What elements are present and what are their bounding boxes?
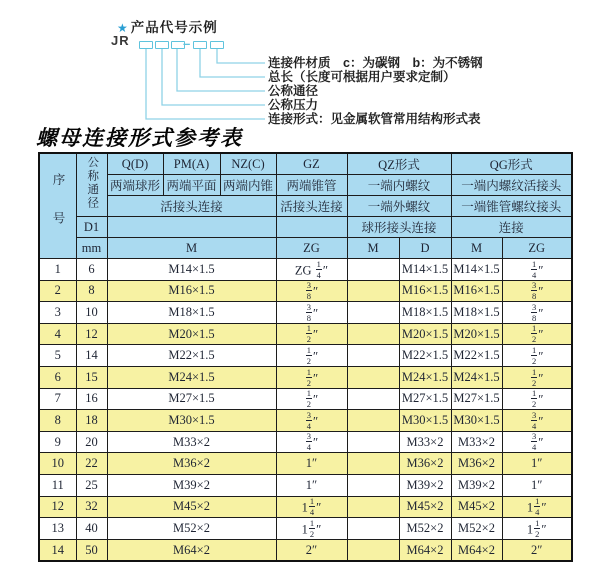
cell-gz: $\frac{3}{8}$ ″ xyxy=(276,280,347,302)
cell-qz-m xyxy=(347,345,399,367)
header-gz-desc: 两端锥管 xyxy=(276,175,347,196)
header-union-connection: 活接头连接 xyxy=(107,196,276,217)
cell-dn: 15 xyxy=(76,366,107,388)
header-qg-zg: ZG xyxy=(502,238,572,259)
cell-dn: 14 xyxy=(76,345,107,367)
cell-qg-zg: $\frac{1}{2}$ ″ xyxy=(502,345,572,367)
cell-no: 11 xyxy=(39,474,76,496)
cell-m: M24×1.5 xyxy=(107,366,276,388)
header-q: Q(D) xyxy=(107,153,163,175)
cell-gz: 1″ xyxy=(276,453,347,475)
cell-m: M45×2 xyxy=(107,496,276,518)
cell-qz-m xyxy=(347,518,399,540)
cell-qz-d: M22×1.5 xyxy=(399,345,451,367)
header-qz-desc2: 一端外螺纹 xyxy=(347,196,451,217)
cell-m: M52×2 xyxy=(107,518,276,540)
cell-no: 14 xyxy=(39,539,76,561)
header-d1: D1 xyxy=(76,217,107,238)
cell-qz-d: M14×1.5 xyxy=(399,259,451,281)
cell-qz-m xyxy=(347,280,399,302)
header-qz: QZ形式 xyxy=(347,153,451,175)
header-q-desc: 两端球形 xyxy=(107,175,163,196)
table-row xyxy=(39,388,572,410)
cell-gz: 1 $\frac{1}{4}$ ″ xyxy=(276,496,347,518)
cell-qz-d: M27×1.5 xyxy=(399,388,451,410)
cell-dn: 18 xyxy=(76,410,107,432)
header-pm: PM(A) xyxy=(163,153,220,175)
cell-qg-m: M20×1.5 xyxy=(451,323,502,345)
code-prefix: JR xyxy=(111,33,130,48)
cell-qg-zg: 1 $\frac{1}{2}$ ″ xyxy=(502,518,572,540)
cell-no: 1 xyxy=(39,259,76,281)
header-gz: GZ xyxy=(276,153,347,175)
cell-dn: 32 xyxy=(76,496,107,518)
cell-qg-m: M16×1.5 xyxy=(451,280,502,302)
header-blank-left xyxy=(107,217,276,238)
cell-m: M18×1.5 xyxy=(107,302,276,324)
cell-no: 6 xyxy=(39,366,76,388)
cell-no: 4 xyxy=(39,323,76,345)
cell-no: 10 xyxy=(39,453,76,475)
cell-qg-m: M39×2 xyxy=(451,474,502,496)
cell-qg-m: M64×2 xyxy=(451,539,502,561)
cell-qz-m xyxy=(347,539,399,561)
cell-no: 7 xyxy=(39,388,76,410)
cell-qz-m xyxy=(347,302,399,324)
cell-gz: $\frac{1}{2}$ ″ xyxy=(276,345,347,367)
cell-qg-zg: 1″ xyxy=(502,453,572,475)
label-nominal-pressure: 公称压力 xyxy=(268,98,319,112)
table-row xyxy=(39,259,572,281)
cell-qg-zg: 1″ xyxy=(502,474,572,496)
cell-m: M20×1.5 xyxy=(107,323,276,345)
cell-qz-m xyxy=(347,388,399,410)
cell-gz: $\frac{3}{8}$ ″ xyxy=(276,302,347,324)
header-qz-d: D xyxy=(399,238,451,259)
cell-gz: 1 $\frac{1}{2}$ ″ xyxy=(276,518,347,540)
nut-connection-reference-table xyxy=(38,152,573,562)
label-connection-form: 连接形式：见金属软管常用结构形式表 xyxy=(268,112,481,126)
diagram-heading xyxy=(117,16,218,36)
header-qg: QG形式 xyxy=(451,153,572,175)
cell-qg-zg: $\frac{3}{4}$ ″ xyxy=(502,410,572,432)
header-qg-connection: 连接 xyxy=(451,217,572,238)
table-row xyxy=(39,431,572,453)
table-row xyxy=(39,539,572,561)
cell-m: M14×1.5 xyxy=(107,259,276,281)
cell-qg-m: M24×1.5 xyxy=(451,366,502,388)
table-row xyxy=(39,323,572,345)
code-dash: – xyxy=(183,36,191,51)
cell-dn: 16 xyxy=(76,388,107,410)
code-box-5 xyxy=(210,41,224,49)
cell-qg-zg: $\frac{3}{8}$ ″ xyxy=(502,302,572,324)
cell-dn: 12 xyxy=(76,323,107,345)
header-nz: NZ(C) xyxy=(220,153,276,175)
cell-m: M22×1.5 xyxy=(107,345,276,367)
cell-qg-m: M36×2 xyxy=(451,453,502,475)
cell-dn: 40 xyxy=(76,518,107,540)
cell-m: M16×1.5 xyxy=(107,280,276,302)
label-material: 连接件材质 c：为碳钢 b：为不锈钢 xyxy=(268,56,483,70)
cell-gz: ZG $\frac{1}{4}$ ″ xyxy=(276,259,347,281)
diagram-heading-text: 产品代号示例 xyxy=(130,20,218,35)
table-header xyxy=(39,153,572,259)
table-row xyxy=(39,496,572,518)
cell-qz-d: M39×2 xyxy=(399,474,451,496)
table-row xyxy=(39,366,572,388)
table-row xyxy=(39,302,572,324)
header-dn: 公称通径 xyxy=(76,153,107,217)
header-qz-desc1: 一端内螺纹 xyxy=(347,175,451,196)
cell-qz-d: M45×2 xyxy=(399,496,451,518)
cell-qg-zg: $\frac{1}{4}$ ″ xyxy=(502,259,572,281)
cell-gz: $\frac{1}{2}$ ″ xyxy=(276,388,347,410)
cell-no: 3 xyxy=(39,302,76,324)
header-zg-unit: ZG xyxy=(276,238,347,259)
code-box-2 xyxy=(155,41,169,49)
header-qz-m: M xyxy=(347,238,399,259)
cell-qz-d: M30×1.5 xyxy=(399,410,451,432)
cell-dn: 50 xyxy=(76,539,107,561)
cell-dn: 10 xyxy=(76,302,107,324)
table-row xyxy=(39,474,572,496)
cell-qg-m: M52×2 xyxy=(451,518,502,540)
code-box-1 xyxy=(139,41,153,49)
cell-qg-zg: $\frac{1}{2}$ ″ xyxy=(502,388,572,410)
cell-qz-m xyxy=(347,431,399,453)
cell-no: 13 xyxy=(39,518,76,540)
header-pm-desc: 两端平面 xyxy=(163,175,220,196)
cell-qg-zg: $\frac{1}{2}$ ″ xyxy=(502,323,572,345)
code-box-4 xyxy=(193,41,207,49)
cell-qz-d: M24×1.5 xyxy=(399,366,451,388)
cell-qz-m xyxy=(347,366,399,388)
cell-qz-d: M18×1.5 xyxy=(399,302,451,324)
cell-qz-m xyxy=(347,410,399,432)
cell-no: 9 xyxy=(39,431,76,453)
cell-m: M30×1.5 xyxy=(107,410,276,432)
cell-gz: 1″ xyxy=(276,474,347,496)
cell-gz: 2″ xyxy=(276,539,347,561)
cell-qz-m xyxy=(347,496,399,518)
cell-gz: $\frac{1}{2}$ ″ xyxy=(276,323,347,345)
cell-qz-d: M20×1.5 xyxy=(399,323,451,345)
cell-no: 2 xyxy=(39,280,76,302)
cell-gz: $\frac{3}{4}$ ″ xyxy=(276,431,347,453)
table-row xyxy=(39,280,572,302)
cell-dn: 25 xyxy=(76,474,107,496)
cell-qg-m: M27×1.5 xyxy=(451,388,502,410)
cell-dn: 6 xyxy=(76,259,107,281)
cell-no: 12 xyxy=(39,496,76,518)
cell-gz: $\frac{3}{4}$ ″ xyxy=(276,410,347,432)
cell-qz-m xyxy=(347,259,399,281)
cell-m: M27×1.5 xyxy=(107,388,276,410)
header-seq: 序号 xyxy=(39,153,76,259)
cell-m: M39×2 xyxy=(107,474,276,496)
header-nz-desc: 两端内锥 xyxy=(220,175,276,196)
cell-dn: 8 xyxy=(76,280,107,302)
cell-qg-m: M22×1.5 xyxy=(451,345,502,367)
header-qz-connection: 球形接头连接 xyxy=(347,217,451,238)
cell-qz-d: M16×1.5 xyxy=(399,280,451,302)
header-blank-gz xyxy=(276,217,347,238)
cell-m: M36×2 xyxy=(107,453,276,475)
header-qg-desc1: 一端内螺纹活接头 xyxy=(451,175,572,196)
header-qg-m: M xyxy=(451,238,502,259)
table-row xyxy=(39,453,572,475)
label-total-length: 总长（长度可根据用户要求定制） xyxy=(268,70,456,84)
cell-m: M33×2 xyxy=(107,431,276,453)
header-qg-desc2: 一端锥管螺纹接头 xyxy=(451,196,572,217)
cell-qg-zg: $\frac{3}{8}$ ″ xyxy=(502,280,572,302)
cell-qg-zg: 2″ xyxy=(502,539,572,561)
cell-qz-d: M33×2 xyxy=(399,431,451,453)
cell-qz-m xyxy=(347,474,399,496)
cell-qg-m: M18×1.5 xyxy=(451,302,502,324)
header-mm: mm xyxy=(76,238,107,259)
header-gz-connection: 活接头连接 xyxy=(276,196,347,217)
table-body xyxy=(39,259,572,562)
cell-qg-m: M14×1.5 xyxy=(451,259,502,281)
table-row xyxy=(39,345,572,367)
cell-qg-zg: $\frac{3}{4}$ ″ xyxy=(502,431,572,453)
cell-qz-m xyxy=(347,323,399,345)
cell-qg-m: M45×2 xyxy=(451,496,502,518)
cell-gz: $\frac{1}{2}$ ″ xyxy=(276,366,347,388)
cell-dn: 22 xyxy=(76,453,107,475)
cell-qg-zg: $\frac{1}{2}$ ″ xyxy=(502,366,572,388)
table-row xyxy=(39,410,572,432)
header-m-unit: M xyxy=(107,238,276,259)
star-icon: ★ xyxy=(117,21,129,35)
cell-qz-d: M64×2 xyxy=(399,539,451,561)
table-row xyxy=(39,518,572,540)
cell-qg-m: M30×1.5 xyxy=(451,410,502,432)
cell-m: M64×2 xyxy=(107,539,276,561)
cell-qz-d: M36×2 xyxy=(399,453,451,475)
cell-qz-m xyxy=(347,453,399,475)
cell-dn: 20 xyxy=(76,431,107,453)
cell-no: 8 xyxy=(39,410,76,432)
cell-no: 5 xyxy=(39,345,76,367)
table-title: 螺母连接形式参考表 xyxy=(36,125,243,150)
cell-qg-m: M33×2 xyxy=(451,431,502,453)
cell-qg-zg: 1 $\frac{1}{4}$ ″ xyxy=(502,496,572,518)
label-nominal-diameter: 公称通径 xyxy=(268,84,319,98)
cell-qz-d: M52×2 xyxy=(399,518,451,540)
